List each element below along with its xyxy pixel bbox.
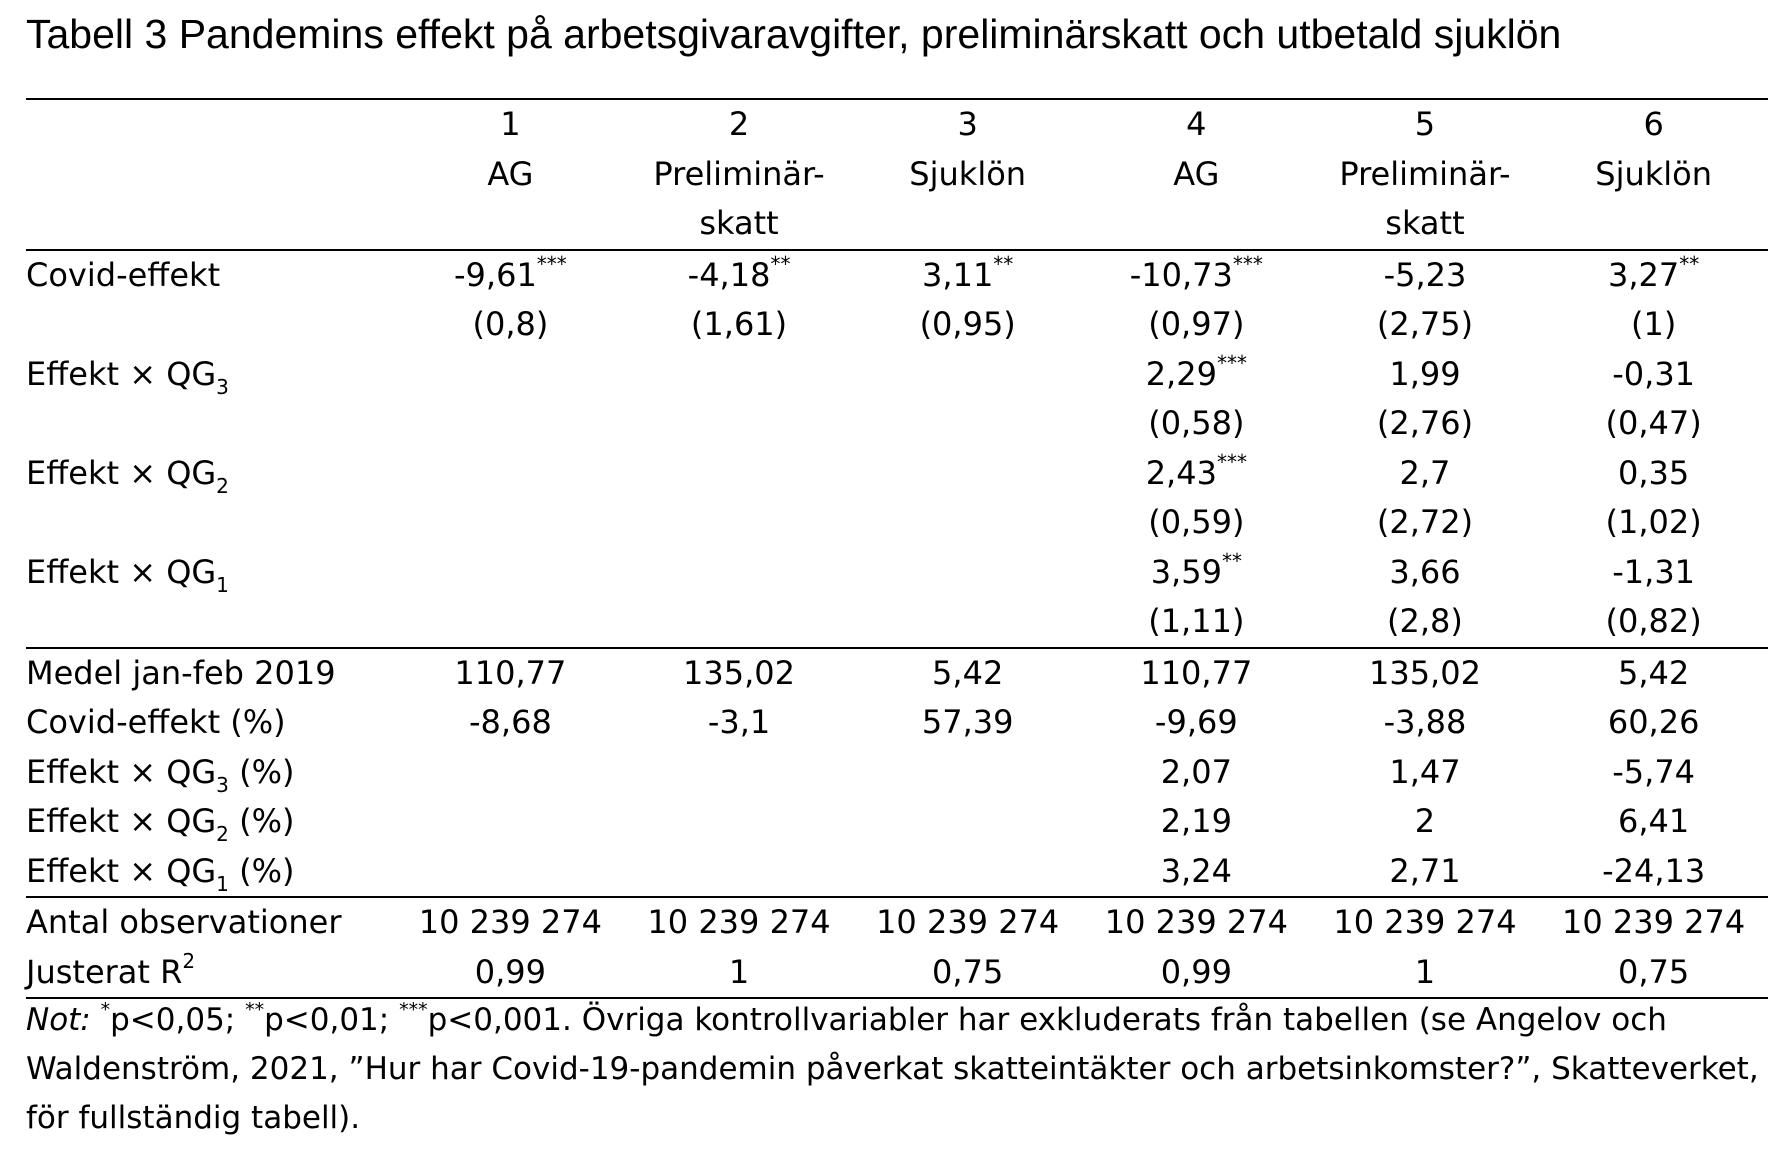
se-cell: (0,58) bbox=[1148, 404, 1245, 442]
coef-cell: 3,11** bbox=[922, 251, 1014, 294]
regression-table bbox=[26, 98, 1768, 999]
table-row bbox=[26, 698, 1768, 748]
value-cell: -3,88 bbox=[1383, 703, 1467, 741]
value-cell: 60,26 bbox=[1607, 703, 1700, 741]
value-cell bbox=[625, 748, 854, 798]
coef-cell bbox=[396, 548, 625, 598]
coef-cell: 3,27** bbox=[1608, 251, 1700, 294]
se-cell bbox=[396, 597, 625, 648]
significance-stars: *** bbox=[1232, 251, 1263, 276]
coef-cell: 2,43*** bbox=[1145, 449, 1247, 492]
se-cell bbox=[853, 597, 1082, 648]
row-label: Covid-effekt (%) bbox=[26, 703, 286, 741]
value-cell: 2,07 bbox=[1160, 752, 1232, 791]
se-cell: (1,61) bbox=[690, 305, 788, 343]
value-cell: 0,75 bbox=[1539, 948, 1768, 999]
table-title: Tabell 3 Pandemins effekt på arbetsgivaravgifter, preliminärskatt och utbetald sjuklön bbox=[26, 11, 1562, 57]
value-cell bbox=[625, 797, 854, 847]
row-label: Effekt × $QG_1$ (%) bbox=[26, 847, 396, 898]
se-cell bbox=[625, 399, 854, 449]
coef-cell bbox=[853, 350, 1082, 400]
value-cell: 5,42 bbox=[1618, 653, 1690, 692]
table-row bbox=[26, 748, 1768, 798]
value-cell: -8,68 bbox=[469, 703, 552, 741]
table-row bbox=[26, 847, 1768, 898]
row-label: Effekt × $QG_2$ bbox=[26, 453, 229, 498]
table-row-se bbox=[26, 597, 1768, 648]
coef-cell: 3,59** bbox=[1150, 548, 1242, 591]
summary-section bbox=[26, 648, 1768, 898]
se-cell: (0,8) bbox=[472, 305, 549, 343]
coef-cell bbox=[396, 449, 625, 499]
table-row-se bbox=[26, 498, 1768, 548]
note-label: Not: bbox=[26, 1002, 91, 1038]
value-cell: -3,1 bbox=[707, 703, 771, 741]
column-number-row bbox=[26, 99, 1768, 150]
coef-cell: -5,23 bbox=[1383, 255, 1467, 294]
value-cell bbox=[625, 847, 854, 898]
value-cell: -5,74 bbox=[1612, 752, 1696, 791]
se-cell: (1,11) bbox=[1082, 597, 1311, 648]
col-1-name: AG bbox=[487, 154, 534, 193]
value-cell: 1 bbox=[1311, 948, 1540, 999]
se-cell bbox=[625, 498, 854, 548]
value-cell: 1,47 bbox=[1389, 752, 1461, 791]
row-label: Medel jan-feb 2019 bbox=[26, 653, 336, 692]
value-cell bbox=[396, 847, 625, 898]
row-label: Effekt × $QG_3$ (%) bbox=[26, 752, 295, 797]
value-cell bbox=[396, 797, 625, 847]
se-cell: (2,8) bbox=[1311, 597, 1540, 648]
significance-stars: ** bbox=[1221, 548, 1242, 573]
significance-stars: ** bbox=[770, 251, 791, 276]
table-row bbox=[26, 897, 1768, 948]
significance-stars: *** bbox=[1216, 449, 1247, 474]
value-cell: 0,99 bbox=[1082, 948, 1311, 999]
value-cell: 57,39 bbox=[921, 703, 1014, 741]
col-5-number: 5 bbox=[1311, 99, 1540, 150]
value-cell: 10 239 274 bbox=[647, 903, 831, 941]
table-row bbox=[26, 948, 1768, 999]
se-cell bbox=[853, 399, 1082, 449]
significance-stars: ** bbox=[1679, 251, 1700, 276]
row-label: Effekt × $QG_1$ bbox=[26, 552, 229, 597]
value-cell: 0,99 bbox=[396, 948, 625, 999]
coef-cell: 2,7 bbox=[1399, 453, 1451, 492]
value-cell: -9,69 bbox=[1154, 703, 1238, 741]
value-cell bbox=[396, 748, 625, 798]
value-cell: 10 239 274 bbox=[1333, 903, 1517, 941]
col-2-number: 2 bbox=[625, 99, 854, 150]
coef-cell bbox=[625, 350, 854, 400]
se-cell: (2,76) bbox=[1376, 404, 1474, 442]
value-cell: 135,02 bbox=[683, 653, 796, 692]
table-row bbox=[26, 449, 1768, 499]
value-cell: 135,02 bbox=[1368, 653, 1481, 692]
col-4-number: 4 bbox=[1082, 99, 1311, 150]
coef-cell bbox=[853, 449, 1082, 499]
col-4-name-2 bbox=[1082, 199, 1311, 250]
value-cell: 5,42 bbox=[932, 653, 1004, 692]
coef-cell: 2,29*** bbox=[1145, 350, 1247, 393]
table-row bbox=[26, 350, 1768, 400]
col-2-name: Preliminär- bbox=[653, 154, 825, 193]
coef-cell bbox=[625, 548, 854, 598]
value-cell: 10 239 274 bbox=[418, 903, 602, 941]
col-5-name-2: skatt bbox=[1311, 199, 1540, 250]
col-2-name-2: skatt bbox=[625, 199, 854, 250]
table-note: Not: *p<0,05; **p<0,01; ***p<0,001. Övriga kontrollvariabler har exkluderats från tabellen (se Angelov och Waldenström, 2021, ”Hur har Covid-19-pandemin påverkat skatteintäkter och arbetsinkomster?”, Skatteverket, för fullständig tabell). bbox=[26, 998, 1759, 1136]
se-cell: (0,97) bbox=[1148, 305, 1245, 343]
value-cell: 110,77 bbox=[1140, 653, 1253, 692]
value-cell: 10 239 274 bbox=[1104, 903, 1288, 941]
coef-cell: -9,61*** bbox=[454, 251, 567, 294]
se-cell bbox=[625, 597, 854, 648]
value-cell: 10 239 274 bbox=[1562, 903, 1746, 941]
table-row bbox=[26, 797, 1768, 847]
coef-cell: 0,35 bbox=[1618, 453, 1690, 492]
col-6-name-2 bbox=[1539, 199, 1768, 250]
table-row bbox=[26, 548, 1768, 598]
col-1-number: 1 bbox=[396, 99, 625, 150]
col-3-name: Sjuklön bbox=[909, 154, 1027, 193]
row-label: Effekt × $QG_3$ bbox=[26, 354, 229, 399]
row-label: Justerat $R^2$ bbox=[26, 948, 396, 999]
se-cell: (0,59) bbox=[1148, 503, 1245, 541]
se-cell: (2,72) bbox=[1376, 503, 1474, 541]
header-stub bbox=[26, 99, 396, 150]
se-cell: (0,47) bbox=[1605, 404, 1702, 442]
row-label: Effekt × $QG_2$ (%) bbox=[26, 802, 295, 847]
value-cell: 2,19 bbox=[1160, 802, 1232, 840]
se-cell bbox=[396, 498, 625, 548]
col-1-name-2 bbox=[396, 199, 625, 250]
table-row-se bbox=[26, 399, 1768, 449]
value-cell: 1 bbox=[625, 948, 854, 999]
value-cell bbox=[853, 797, 1082, 847]
value-cell: -24,13 bbox=[1539, 847, 1768, 898]
column-name-row bbox=[26, 150, 1768, 200]
coef-cell bbox=[853, 548, 1082, 598]
coef-cell bbox=[625, 449, 854, 499]
row-label: Antal observationer bbox=[26, 903, 342, 941]
significance-stars: ** bbox=[993, 251, 1014, 276]
value-cell: 3,24 bbox=[1082, 847, 1311, 898]
se-cell: (1,02) bbox=[1605, 503, 1702, 541]
coef-cell: -0,31 bbox=[1612, 354, 1696, 393]
coef-cell: -1,31 bbox=[1612, 552, 1696, 591]
coef-cell: -4,18** bbox=[687, 251, 791, 294]
note-text: p<0,001. Övriga kontrollvariabler har exkluderats från tabellen (se Angelov och Waldenström, 2021, ”Hur har Covid-19-pandemin påverkat skatteintäkter och arbetsinkomster?”, Skatteverket, för fullständig tabell). bbox=[26, 1002, 1759, 1136]
se-cell bbox=[396, 399, 625, 449]
value-cell: 6,41 bbox=[1618, 802, 1690, 840]
value-cell: 110,77 bbox=[454, 653, 567, 692]
value-cell: 10 239 274 bbox=[876, 903, 1060, 941]
value-cell: 2,71 bbox=[1311, 847, 1540, 898]
significance-stars: *** bbox=[1216, 350, 1247, 375]
value-cell: 0,75 bbox=[853, 948, 1082, 999]
coef-cell: 1,99 bbox=[1389, 354, 1461, 393]
col-6-name: Sjuklön bbox=[1595, 154, 1713, 193]
se-cell bbox=[853, 498, 1082, 548]
table-row-se bbox=[26, 300, 1768, 350]
value-cell bbox=[853, 847, 1082, 898]
se-cell: (1) bbox=[1630, 305, 1677, 343]
table-row bbox=[26, 250, 1768, 301]
col-5-name: Preliminär- bbox=[1339, 154, 1511, 193]
observations-section bbox=[26, 897, 1768, 998]
col-3-number: 3 bbox=[853, 99, 1082, 150]
table-row bbox=[26, 648, 1768, 699]
significance-stars: *** bbox=[536, 251, 567, 276]
se-cell: (2,75) bbox=[1376, 305, 1474, 343]
row-label: Covid-effekt bbox=[26, 255, 221, 294]
coef-cell: 3,66 bbox=[1389, 552, 1461, 591]
se-cell: (0,95) bbox=[919, 305, 1016, 343]
col-6-number: 6 bbox=[1539, 99, 1768, 150]
value-cell: 2 bbox=[1414, 802, 1436, 840]
coefficient-section bbox=[26, 250, 1768, 648]
col-4-name: AG bbox=[1173, 154, 1220, 193]
column-name-row-2 bbox=[26, 199, 1768, 250]
col-3-name-2 bbox=[853, 199, 1082, 250]
se-cell: (0,82) bbox=[1539, 597, 1768, 648]
table-header bbox=[26, 99, 1768, 250]
value-cell bbox=[853, 748, 1082, 798]
coef-cell bbox=[396, 350, 625, 400]
coef-cell: -10,73*** bbox=[1129, 251, 1263, 294]
